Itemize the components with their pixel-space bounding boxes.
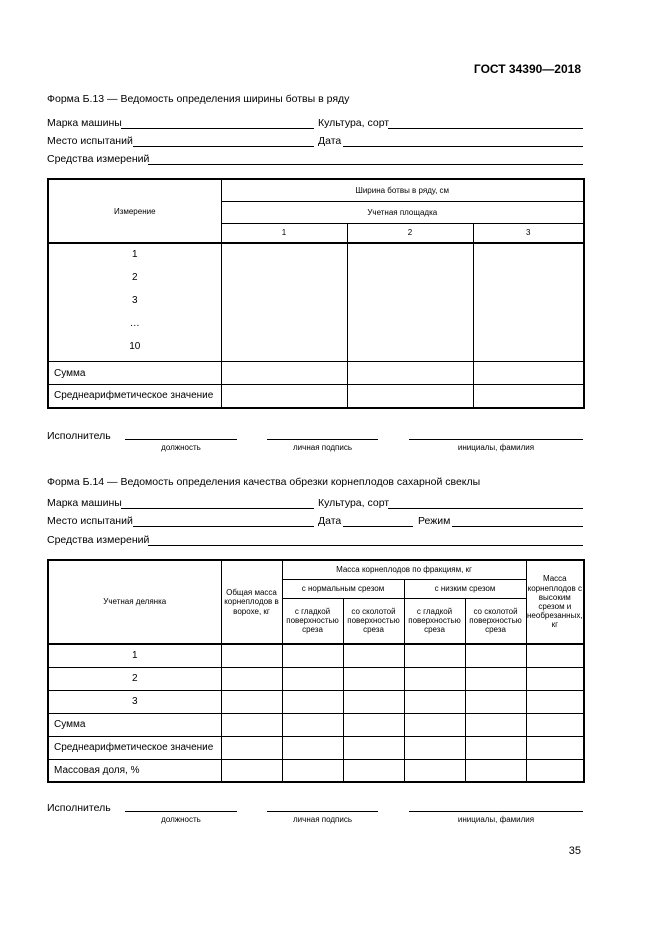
data-cell[interactable] <box>473 362 584 385</box>
measurement-row-label: … <box>129 318 140 329</box>
col-total-header: Общая масса корнеплодов в ворохе, кг <box>221 560 282 644</box>
data-cell[interactable] <box>282 713 343 736</box>
width-measurement-table <box>47 178 585 409</box>
machine-field-label: Марка машины <box>47 117 122 129</box>
data-cell[interactable] <box>343 713 404 736</box>
plot-row-label: 1 <box>48 644 221 667</box>
executor-label: Исполнитель <box>47 802 111 814</box>
position-signature-line[interactable] <box>125 439 237 440</box>
culture-field-label: Культура, сорт <box>318 117 390 129</box>
instruments-input-line[interactable] <box>148 164 583 165</box>
data-cell[interactable] <box>465 713 526 736</box>
data-cell[interactable] <box>343 736 404 759</box>
instruments-field-label: Средства измерений <box>47 534 150 546</box>
data-cell[interactable] <box>347 362 473 385</box>
place-field-label: Место испытаний <box>47 515 133 527</box>
plot-header-3: 3 <box>473 223 584 243</box>
mean-row-label: Среднеарифметическое значение <box>48 736 221 759</box>
date-input-line[interactable] <box>343 146 583 147</box>
personal-signature-line[interactable] <box>267 439 378 440</box>
data-cell[interactable] <box>343 644 404 667</box>
data-cell[interactable] <box>221 644 282 667</box>
plot-row-label: 2 <box>48 667 221 690</box>
data-cell[interactable] <box>343 667 404 690</box>
measurement-row-label: 3 <box>131 295 138 306</box>
data-cell[interactable] <box>526 759 584 782</box>
culture-input-line[interactable] <box>388 128 583 129</box>
form-13-title: Форма Б.13 — Ведомость определения ширины ботвы в ряду <box>47 93 350 105</box>
fractions-group-header: Масса корнеплодов по фракциям, кг <box>282 560 526 579</box>
data-cell[interactable] <box>282 667 343 690</box>
date-input-line[interactable] <box>343 526 413 527</box>
data-cell[interactable] <box>465 667 526 690</box>
data-cell[interactable] <box>526 713 584 736</box>
data-cell[interactable] <box>465 736 526 759</box>
data-cell[interactable] <box>221 362 347 385</box>
normal-chipped-header: со сколотой поверхностью среза <box>343 598 404 644</box>
page-number: 35 <box>568 845 581 857</box>
data-cell[interactable] <box>221 690 282 713</box>
data-cell[interactable] <box>347 243 473 362</box>
col-measure-header: Измерение <box>48 179 221 243</box>
data-cell[interactable] <box>404 644 465 667</box>
share-row-label: Массовая доля, % <box>48 759 221 782</box>
date-field-label: Дата <box>318 515 342 527</box>
measurement-list <box>48 243 221 362</box>
data-cell[interactable] <box>282 736 343 759</box>
personal-signature-caption: личная подпись <box>293 815 352 824</box>
data-cell[interactable] <box>473 385 584 408</box>
mode-input-line[interactable] <box>452 526 583 527</box>
data-cell[interactable] <box>404 736 465 759</box>
machine-input-line[interactable] <box>121 508 314 509</box>
position-signature-line[interactable] <box>125 811 237 812</box>
name-signature-line[interactable] <box>409 811 583 812</box>
plot-header-1: 1 <box>221 223 347 243</box>
data-cell[interactable] <box>404 713 465 736</box>
col-high-cut-header: Масса корнеплодов с высоким срезом и необрезанных, кг <box>526 560 584 644</box>
data-cell[interactable] <box>404 690 465 713</box>
mode-field-label: Режим <box>418 515 451 527</box>
date-field-label: Дата <box>318 135 342 147</box>
low-smooth-header: с гладкой поверхностью среза <box>404 598 465 644</box>
executor-label: Исполнитель <box>47 430 111 442</box>
place-input-line[interactable] <box>133 526 314 527</box>
data-cell[interactable] <box>526 644 584 667</box>
position-caption: должность <box>161 443 201 452</box>
machine-field-label: Марка машины <box>47 497 122 509</box>
data-cell[interactable] <box>526 667 584 690</box>
data-cell[interactable] <box>343 690 404 713</box>
position-caption: должность <box>161 815 201 824</box>
measurement-row-label: 2 <box>131 272 138 283</box>
data-cell[interactable] <box>282 759 343 782</box>
measurement-row-label: 1 <box>131 249 138 260</box>
low-chipped-header: со сколотой поверхностью среза <box>465 598 526 644</box>
instruments-input-line[interactable] <box>148 545 583 546</box>
instruments-field-label: Средства измерений <box>47 153 150 165</box>
data-cell[interactable] <box>221 736 282 759</box>
data-cell[interactable] <box>221 243 347 362</box>
data-cell[interactable] <box>221 667 282 690</box>
machine-input-line[interactable] <box>121 128 314 129</box>
normal-cut-header: с нормальным срезом <box>282 579 404 598</box>
data-cell[interactable] <box>221 713 282 736</box>
data-cell[interactable] <box>282 690 343 713</box>
data-cell[interactable] <box>465 759 526 782</box>
name-caption: инициалы, фамилия <box>457 443 535 452</box>
personal-signature-line[interactable] <box>267 811 378 812</box>
personal-signature-caption: личная подпись <box>293 443 352 452</box>
data-cell[interactable] <box>473 243 584 362</box>
mean-row-label: Среднеарифметическое значение <box>48 385 221 408</box>
sum-row-label: Сумма <box>48 362 221 385</box>
data-cell[interactable] <box>343 759 404 782</box>
form-14-title: Форма Б.14 — Ведомость определения качества обрезки корнеплодов сахарной свеклы <box>47 476 481 488</box>
low-cut-header: с низким срезом <box>404 579 526 598</box>
data-cell[interactable] <box>526 736 584 759</box>
data-cell[interactable] <box>465 644 526 667</box>
plot-subheader: Учетная площадка <box>221 201 584 223</box>
col-plot-header: Учетная делянка <box>48 560 221 644</box>
data-cell[interactable] <box>221 759 282 782</box>
culture-field-label: Культура, сорт <box>318 497 390 509</box>
name-caption: инициалы, фамилия <box>457 815 535 824</box>
plot-header-2: 2 <box>347 223 473 243</box>
data-cell[interactable] <box>526 690 584 713</box>
data-cell[interactable] <box>282 644 343 667</box>
name-signature-line[interactable] <box>409 439 583 440</box>
culture-input-line[interactable] <box>388 508 583 509</box>
normal-smooth-header: с гладкой поверхностью среза <box>282 598 343 644</box>
data-cell[interactable] <box>404 759 465 782</box>
standard-number: ГОСТ 34390—2018 <box>473 62 581 76</box>
place-field-label: Место испытаний <box>47 135 133 147</box>
data-cell[interactable] <box>404 667 465 690</box>
cut-quality-table <box>47 559 585 783</box>
sum-row-label: Сумма <box>48 713 221 736</box>
data-cell[interactable] <box>465 690 526 713</box>
data-cell[interactable] <box>221 385 347 408</box>
place-input-line[interactable] <box>133 146 314 147</box>
measurement-row-label: 10 <box>129 341 141 352</box>
data-cell[interactable] <box>347 385 473 408</box>
width-group-header: Ширина ботвы в ряду, см <box>221 179 584 201</box>
plot-row-label: 3 <box>48 690 221 713</box>
